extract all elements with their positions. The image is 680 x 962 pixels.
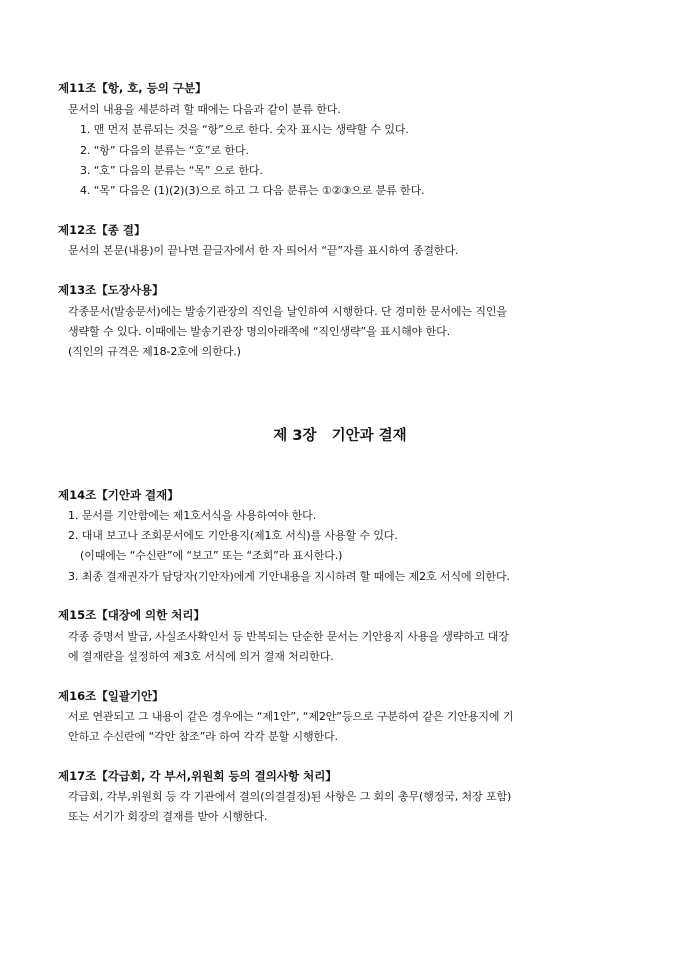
article-14-line-2: 2. 대내 보고나 조회문서에도 기안용지(제1호 서식)를 사용할 수 있다.	[68, 529, 398, 542]
article-16-heading: 제16조【일괄기안】	[58, 689, 164, 703]
article-13-line-3: (직인의 규격은 제18-2호에 의한다.)	[68, 345, 241, 358]
article-15-heading: 제15조【대장에 의한 처리】	[58, 608, 205, 622]
article-13-line-2: 생략할 수 있다. 이때에는 발송기관장 명의아래쪽에 “직인생략”을 표시해야 한다.	[68, 325, 450, 338]
article-11-item-3: 3. “호” 다음의 분류는 “목” 으로 한다.	[80, 164, 263, 177]
article-16-line-1: 서로 연관되고 그 내용이 같은 경우에는 “제1안”, “제2안”등으로 구분하여 같은 기안용지에 기	[68, 710, 514, 723]
article-14-line-1: 1. 문서를 기안함에는 제1호서식을 사용하여야 한다.	[68, 509, 317, 522]
article-13-heading: 제13조【도장사용】	[58, 283, 164, 297]
article-14-line-4: 3. 최종 결재권자가 담당자(기안자)에게 기안내용을 지시하려 할 때에는 제2호 서식에 의한다.	[68, 570, 510, 583]
article-17-heading: 제17조【각급회, 각 부서,위원회 등의 결의사항 처리】	[58, 769, 337, 783]
article-13-line-1: 각종문서(발송문서)에는 발송기관장의 직인을 날인하여 시행한다. 단 경미한 문서에는 직인을	[68, 305, 507, 318]
article-11-heading: 제11조【항, 호, 등의 구분】	[58, 81, 207, 95]
article-11-item-2: 2. “항” 다음의 분류는 “호”로 한다.	[80, 144, 249, 157]
article-17-line-1: 각급회, 각부,위원회 등 각 기관에서 결의(의결결정)된 사항은 그 회의 총무(행정국, 처장 포함)	[68, 790, 512, 803]
article-11-intro: 문서의 내용을 세분하려 할 때에는 다음과 같이 분류 한다.	[68, 103, 341, 116]
article-16-line-2: 안하고 수신란에 “각안 참조”라 하여 각각 분할 시행한다.	[68, 730, 338, 743]
chapter-title: 제 3장 기안과 결재	[273, 428, 407, 444]
article-12-heading: 제12조【종 결】	[58, 223, 146, 237]
article-15-line-2: 에 결재란을 설정하여 제3호 서식에 의거 결재 처리한다.	[68, 650, 334, 663]
article-17-line-2: 또는 서기가 회장의 결재를 받아 시행한다.	[68, 810, 268, 823]
article-14-heading: 제14조【기안과 결재】	[58, 488, 179, 502]
article-15-line-1: 각종 증명서 발급, 사실조사확인서 등 반복되는 단순한 문서는 기안용지 사용을 생략하고 대장	[68, 630, 509, 643]
article-11-item-4: 4. “목” 다음은 (1)(2)(3)으로 하고 그 다음 분류는 ①②③으로 분류 한다.	[80, 184, 425, 197]
article-14-line-3: (이때에는 “수신란”에 “보고” 또는 “조회”라 표시한다.)	[80, 549, 343, 562]
article-12-text: 문서의 본문(내용)이 끝나면 끝글자에서 한 자 띄어서 “끝”자를 표시하여 종결한다.	[68, 244, 459, 257]
article-11-item-1: 1. 맨 먼저 분류되는 것을 “항”으로 한다. 숫자 표시는 생략할 수 있다.	[80, 123, 409, 136]
